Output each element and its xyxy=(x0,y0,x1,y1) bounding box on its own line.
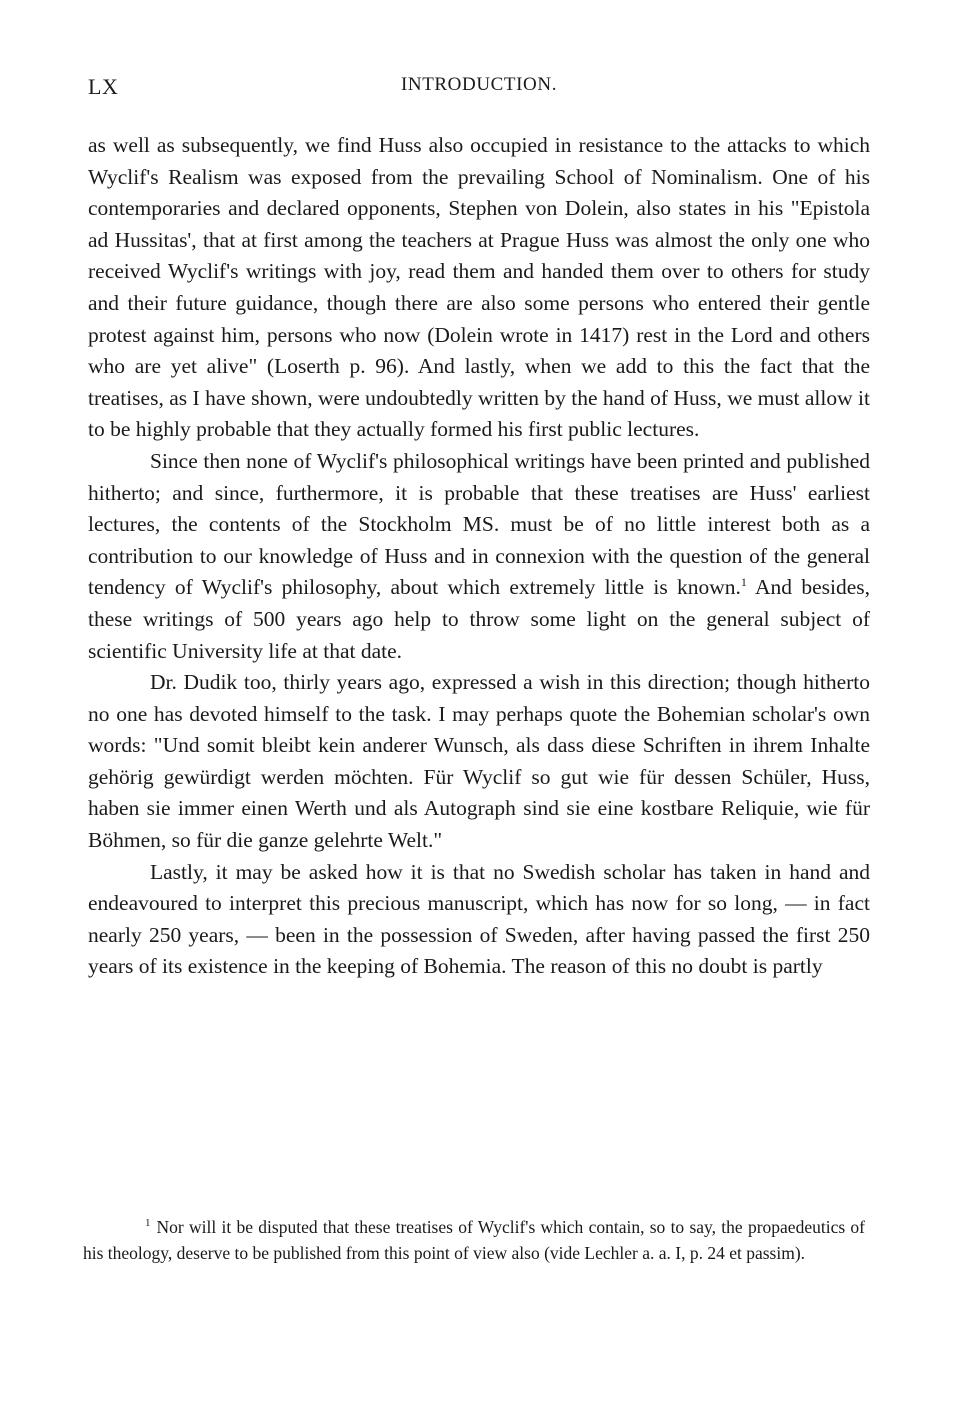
paragraph: Lastly, it may be asked how it is that no Swedish scholar has taken in hand and endeavoured to interpret this precious manuscript, which has now for so long, — in fact nearly 250 years, — been in the possession of Sweden, after having passed the first 250 years of its existence in the keeping of Bohemia. The reason of this no doubt is partly xyxy=(88,859,870,979)
paragraph xyxy=(88,446,870,667)
running-title: INTRODUCTION. xyxy=(400,74,558,95)
paragraph: as well as subsequently, we find Huss also occupied in resistance to the attacks to which Wyclif's Realism was exposed from the prevailing School of Nominalism. One of his contemporaries and declared opponents, Stephen von Dolein, also states in his "Epistola ad Hussitas', that at first among the teachers at Prague Huss was almost the only one who received Wyclif's writings with joy, read them and handed them over to others for study and their future guidance, though there are also some persons who entered their gentle protest against him, persons who now (Dolein wrote in 1417) rest in the Lord and others who are yet alive" (Loserth p. 96). And lastly, when we add to this the fact that the treatises, as I have shown, were undoubtedly written by the hand of Huss, we must allow it to be highly probable that they actually formed his first public lectures. xyxy=(88,133,870,442)
footnotes xyxy=(83,1214,865,1266)
footnote-mark: 1 xyxy=(145,1217,151,1230)
paragraph-text: Since then none of Wyclif's philosophical writings have been printed and published hitherto; and since, furthermore, it is probable that these treatises are Huss' earliest lectures, the contents of the Stockholm MS. must be of no little interest both as a contribution to our knowledge of Huss and in connexion with the question of the general tendency of Wyclif's philosophy, about which extremely little is known. xyxy=(88,448,870,600)
footnote-reference: 1 xyxy=(740,575,747,590)
page-number: LX xyxy=(88,74,119,99)
footnote-text: Nor will it be disputed that these treatises of Wyclif's which contain, so to say, the propaedeutics of his theology, deserve to be published from this point of view also (vide Lechler a. a. I, p. 24 et passim). xyxy=(83,1217,865,1263)
body-text xyxy=(88,130,870,983)
paragraph-text: And besides, these writings of 500 years ago help to throw some light on the general subject of scientific University life at that date. xyxy=(88,575,870,663)
running-head xyxy=(88,72,870,106)
paragraph: Dr. Dudik too, thirly years ago, expressed a wish in this direction; though hitherto no one has devoted himself to the task. I may perhaps quote the Bohemian scholar's own words: "Und somit bleibt kein anderer Wunsch, als dass diese Schriften in ihrem Inhalte gehörig gewürdigt werden möchten. Für Wyclif so gut wie für dessen Schüler, Huss, haben sie immer einen Werth und als Autograph sind sie eine kostbare Reliquie, wie für Böhmen, so für die ganze gelehrte Welt." xyxy=(88,670,870,853)
footnote xyxy=(83,1214,865,1266)
page xyxy=(88,72,870,983)
